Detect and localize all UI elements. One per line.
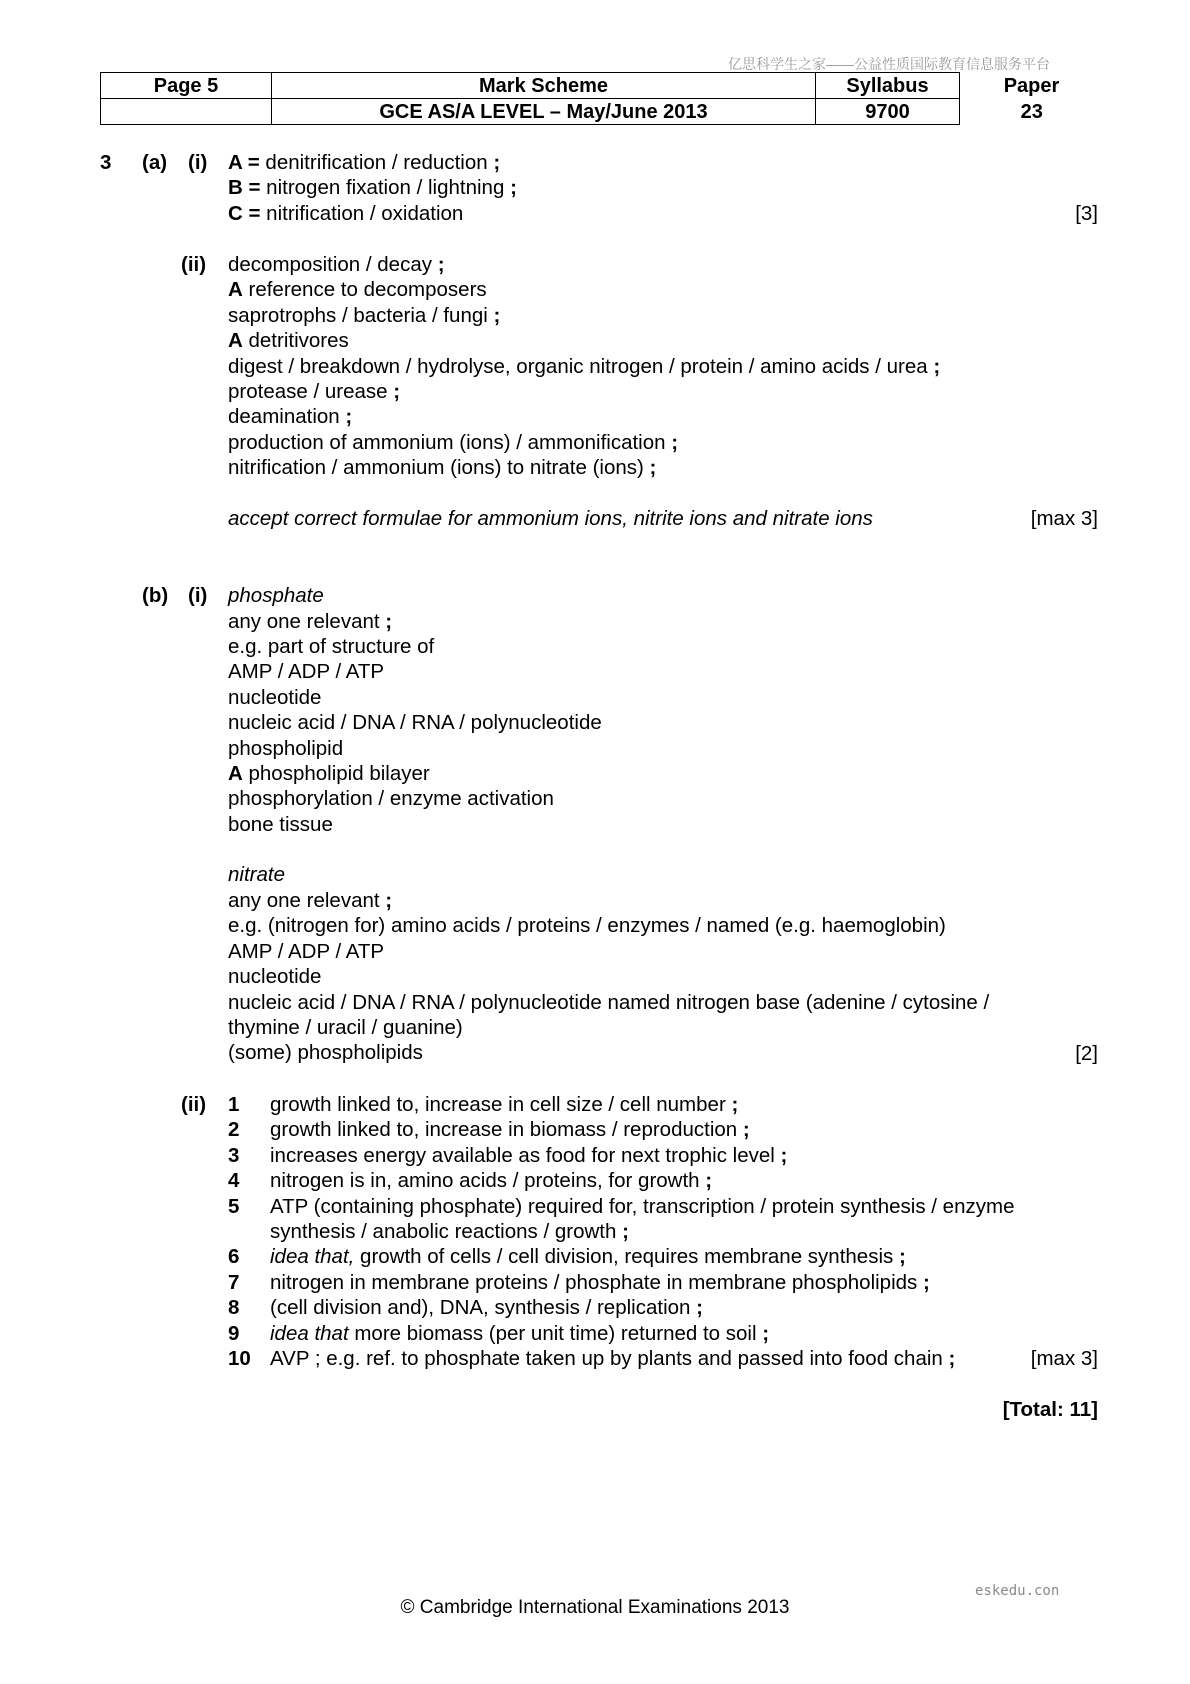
accept-prefix: A	[228, 329, 243, 353]
answer-text: digest / breakdown / hydrolyse, organic nitrogen / protein / amino acids / urea	[228, 354, 934, 378]
mark-point-separator: ;	[933, 354, 941, 378]
answer-line	[228, 1040, 423, 1065]
point-text: ATP (containing phosphate) required for, transcription / protein synthesis / enzyme	[270, 1194, 1015, 1218]
total-marks: [Total: 11]	[1002, 1398, 1098, 1421]
part-b-label: (b)	[142, 584, 169, 607]
answer-text: any one relevant	[228, 889, 386, 912]
answer-text: nucleotide	[228, 965, 322, 989]
answer-line	[228, 710, 602, 735]
mark-point	[270, 1143, 787, 1168]
paper-number: 23	[1020, 100, 1043, 123]
answer-letter: C =	[228, 201, 261, 225]
header-table	[100, 72, 1104, 125]
accept-prefix: A	[228, 278, 243, 302]
answer-text: production of ammonium (ions) / ammonification	[228, 430, 672, 454]
mark-point	[270, 1219, 629, 1244]
header-empty-cell	[101, 99, 272, 125]
answer-line	[228, 328, 349, 353]
mark-point-separator: ;	[493, 303, 501, 327]
part-b-ii-label: (ii)	[181, 1093, 207, 1116]
answer-text: (some) phospholipids	[228, 1041, 423, 1065]
answer-letter: A =	[228, 151, 260, 174]
mark-point-separator: ;	[385, 609, 393, 633]
answer-text: nitrification / ammonium (ions) to nitrate (ions)	[228, 456, 650, 480]
answer-text: AMP / ADP / ATP	[228, 660, 385, 684]
mark-point-separator: ;	[385, 889, 393, 912]
answer-text: AMP / ADP / ATP	[228, 939, 385, 963]
part-a-i-label: (i)	[188, 151, 208, 174]
mark-point-separator: ;	[948, 1347, 956, 1370]
mark-point	[270, 1295, 703, 1320]
nitrate-heading: nitrate	[228, 863, 285, 886]
point-number: 6	[228, 1245, 240, 1269]
top-watermark: 亿思科学生之家——公益性质国际教育信息服务平台	[728, 56, 1050, 72]
paper-label: Paper	[1003, 74, 1060, 97]
point-text: growth linked to, increase in cell size / cell number	[270, 1093, 732, 1116]
answer-line	[228, 736, 343, 761]
answer-line	[228, 913, 946, 938]
part-a-i-mark: [3]	[1075, 202, 1098, 225]
point-number: 7	[228, 1270, 240, 1294]
part-b-i-mark: [2]	[1075, 1042, 1098, 1065]
point-text: increases energy available as food for next trophic level	[270, 1143, 781, 1167]
answer-letter: B =	[228, 176, 261, 200]
answer-line	[228, 354, 940, 379]
answer-text: detritivores	[242, 329, 349, 353]
answer-text: nucleotide	[228, 685, 322, 709]
footer-copyright: © Cambridge International Examinations 2013	[400, 1597, 790, 1618]
point-number: 3	[228, 1143, 240, 1167]
point-number: 9	[228, 1321, 240, 1345]
answer-text: bone tissue	[228, 812, 333, 836]
mark-point	[270, 1168, 712, 1193]
answer-line	[228, 659, 384, 684]
answer-text: phospholipid bilayer	[242, 761, 430, 785]
answer-text: phosphorylation / enzyme activation	[228, 787, 554, 811]
mark-point-separator: ;	[922, 1270, 930, 1294]
phosphate-heading: phosphate	[228, 584, 324, 607]
point-number: 8	[228, 1296, 240, 1320]
point-number: 4	[228, 1169, 240, 1193]
answer-text: nitrification / oxidation	[260, 201, 464, 225]
point-text: nitrogen is in, amino acids / proteins, for growth	[270, 1169, 706, 1193]
mark-point-separator: ;	[762, 1321, 770, 1345]
point-text: (cell division and), DNA, synthesis / replication	[270, 1296, 697, 1320]
point-text: nitrogen in membrane proteins / phosphate in membrane phospholipids	[270, 1270, 923, 1294]
part-a-ii-mark: [max 3]	[1030, 507, 1098, 530]
answer-line	[228, 404, 352, 429]
answer-text: thymine / uracil / guanine)	[228, 1016, 463, 1039]
mark-point-separator: ;	[780, 1143, 788, 1167]
answer-line	[228, 761, 430, 786]
answer-line	[228, 379, 400, 404]
accept-prefix: A	[228, 761, 243, 785]
idea-prefix: idea that	[270, 1321, 349, 1345]
bottom-watermark: eskedu.con	[975, 1583, 1060, 1599]
page-number: Page 5	[101, 73, 272, 99]
mark-point-separator: ;	[437, 253, 445, 276]
answer-text: denitrification / reduction	[259, 151, 494, 174]
question-number: 3	[100, 151, 112, 174]
answer-line	[228, 634, 434, 659]
answer-text: reference to decomposers	[242, 278, 487, 302]
mark-point-separator: ;	[622, 1220, 629, 1243]
point-number: 2	[228, 1118, 240, 1142]
point-text: AVP ; e.g. ref. to phosphate taken up by plants and passed into food chain	[270, 1347, 949, 1370]
part-a-label: (a)	[142, 151, 168, 174]
point-text: more biomass (per unit time) returned to soil	[348, 1321, 763, 1345]
point-number: 10	[228, 1347, 251, 1370]
syllabus-label: Syllabus	[816, 73, 960, 99]
mark-point	[270, 1321, 769, 1346]
answer-line	[228, 939, 384, 964]
mark-point-separator: ;	[731, 1093, 739, 1116]
mark-point-separator: ;	[345, 405, 353, 429]
mark-point-separator: ;	[649, 456, 657, 480]
answer-line	[228, 455, 656, 480]
answer-text: nitrogen fixation / lightning	[260, 176, 511, 200]
mark-point-separator: ;	[742, 1118, 750, 1142]
answer-text: nucleic acid / DNA / RNA / polynucleotide named nitrogen base (adenine / cytosine /	[228, 990, 990, 1014]
answer-line	[228, 150, 500, 175]
mark-point-separator: ;	[671, 430, 679, 454]
mark-point-separator: ;	[705, 1169, 713, 1193]
mark-point	[270, 1117, 750, 1142]
mark-point-separator: ;	[898, 1245, 906, 1269]
point-number: 1	[228, 1093, 240, 1116]
part-b-ii-mark: [max 3]	[1030, 1347, 1098, 1370]
answer-text: saprotrophs / bacteria / fungi	[228, 303, 494, 327]
answer-line	[228, 201, 463, 226]
part-a-ii-label: (ii)	[181, 253, 207, 276]
mark-point-separator: ;	[393, 380, 401, 403]
point-text: growth of cells / cell division, requires membrane synthesis	[354, 1245, 899, 1269]
mark-point	[270, 1194, 1014, 1219]
answer-line	[228, 964, 321, 989]
point-number: 5	[228, 1194, 240, 1218]
answer-line	[228, 990, 989, 1015]
idea-prefix: idea that,	[270, 1245, 355, 1269]
mark-point-separator: ;	[493, 151, 501, 174]
mark-point-separator: ;	[696, 1296, 703, 1320]
mark-point	[270, 1092, 738, 1117]
answer-line	[228, 812, 333, 837]
mark-point	[270, 1346, 955, 1371]
answer-line	[228, 1015, 463, 1040]
mark-point	[270, 1270, 930, 1295]
answer-line	[228, 303, 500, 328]
answer-line	[228, 609, 392, 634]
answer-text: phospholipid	[228, 736, 344, 760]
part-b-i-label: (i)	[188, 584, 208, 607]
mark-point-separator: ;	[510, 176, 517, 200]
answer-line	[228, 685, 321, 710]
answer-line	[228, 786, 554, 811]
answer-text: e.g. part of structure of	[228, 634, 435, 658]
answer-text: nucleic acid / DNA / RNA / polynucleotide	[228, 711, 602, 735]
part-a-ii-note: accept correct formulae for ammonium ions, nitrite ions and nitrate ions	[228, 507, 873, 530]
point-text: synthesis / anabolic reactions / growth	[270, 1220, 623, 1243]
mark-scheme-label: Mark Scheme	[272, 73, 816, 99]
answer-line	[228, 888, 392, 913]
answer-text: any one relevant	[228, 609, 386, 633]
mark-point	[270, 1244, 906, 1269]
syllabus-code: 9700	[816, 99, 960, 125]
answer-line	[228, 277, 487, 302]
answer-text: deamination	[228, 405, 346, 429]
answer-line	[228, 252, 445, 277]
exam-name: GCE AS/A LEVEL – May/June 2013	[272, 99, 816, 125]
answer-text: decomposition / decay	[228, 253, 438, 276]
answer-line	[228, 430, 678, 455]
point-text: growth linked to, increase in biomass / reproduction	[270, 1118, 743, 1142]
answer-text: e.g. (nitrogen for) amino acids / proteins / enzymes / named (e.g. haemoglobin)	[228, 914, 946, 938]
answer-line	[228, 175, 517, 200]
answer-text: protease / urease	[228, 380, 394, 403]
